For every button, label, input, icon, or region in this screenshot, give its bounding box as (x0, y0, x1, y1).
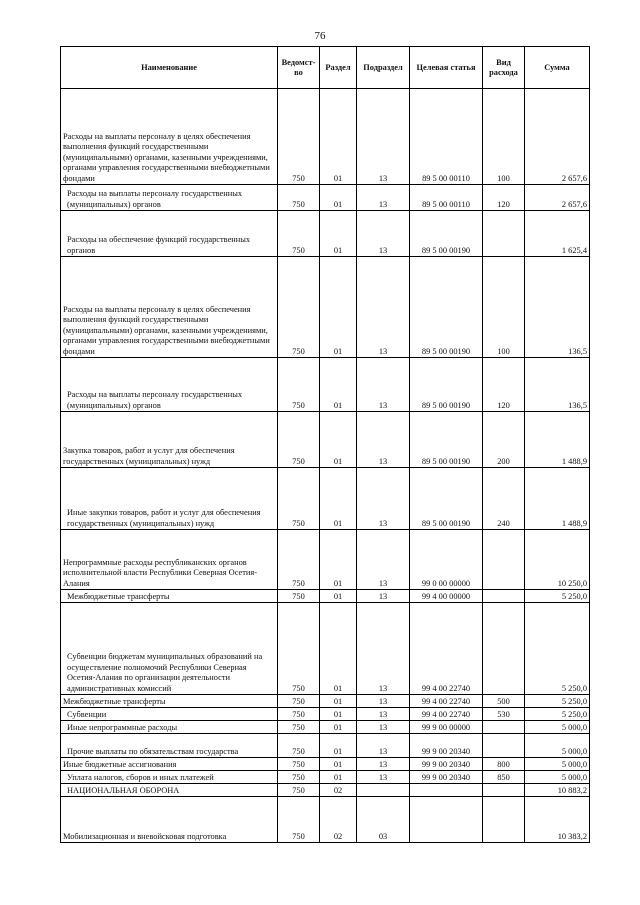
cell-section: 01 (320, 708, 357, 721)
column-header-section: Раздел (320, 47, 357, 89)
cell-section: 01 (320, 468, 357, 530)
cell-dept: 750 (278, 468, 320, 530)
cell-target: 89 5 00 00190 (410, 358, 483, 412)
cell-subsection: 13 (357, 708, 410, 721)
cell-exptype (483, 784, 525, 797)
cell-dept: 750 (278, 530, 320, 590)
cell-subsection: 13 (357, 590, 410, 603)
cell-subsection: 13 (357, 468, 410, 530)
cell-name: НАЦИОНАЛЬНАЯ ОБОРОНА (61, 784, 278, 797)
table-row (61, 603, 590, 695)
cell-sum: 2 657,6 (525, 89, 590, 185)
table-row (61, 257, 590, 358)
cell-section: 01 (320, 603, 357, 695)
budget-table (60, 46, 590, 843)
cell-name: Закупка товаров, работ и услуг для обеспечения государственных (муниципальных) нужд (61, 412, 278, 468)
table-row (61, 530, 590, 590)
cell-dept: 750 (278, 257, 320, 358)
cell-dept: 750 (278, 771, 320, 784)
cell-dept: 750 (278, 590, 320, 603)
cell-dept: 750 (278, 758, 320, 771)
column-header-name: Наименование (61, 47, 278, 89)
cell-target: 89 5 00 00190 (410, 211, 483, 257)
cell-sum: 5 000,0 (525, 734, 590, 758)
cell-subsection: 13 (357, 89, 410, 185)
cell-subsection: 13 (357, 603, 410, 695)
cell-dept: 750 (278, 797, 320, 843)
cell-sum: 10 250,0 (525, 530, 590, 590)
cell-subsection: 13 (357, 257, 410, 358)
cell-sum: 2 657,6 (525, 185, 590, 211)
cell-target: 89 5 00 00190 (410, 468, 483, 530)
cell-subsection: 13 (357, 211, 410, 257)
table-row (61, 771, 590, 784)
cell-name: Непрограммные расходы республиканских органов исполнительной власти Республики Северная Осетия-Алания (61, 530, 278, 590)
cell-exptype (483, 211, 525, 257)
table-row (61, 89, 590, 185)
cell-name: Межбюджетные трансферты (61, 590, 278, 603)
cell-sum: 136,5 (525, 257, 590, 358)
cell-subsection: 13 (357, 530, 410, 590)
cell-exptype: 120 (483, 185, 525, 211)
cell-exptype: 120 (483, 358, 525, 412)
cell-dept: 750 (278, 603, 320, 695)
cell-target: 99 4 00 22740 (410, 603, 483, 695)
cell-dept: 750 (278, 708, 320, 721)
cell-subsection: 13 (357, 734, 410, 758)
cell-target: 99 4 00 00000 (410, 590, 483, 603)
cell-target: 99 0 00 00000 (410, 530, 483, 590)
cell-name: Мобилизационная и вневойсковая подготовка (61, 797, 278, 843)
cell-sum: 5 250,0 (525, 695, 590, 708)
cell-sum: 1 488,9 (525, 468, 590, 530)
table-row (61, 695, 590, 708)
cell-section: 01 (320, 758, 357, 771)
cell-sum: 5 250,0 (525, 590, 590, 603)
cell-section: 01 (320, 89, 357, 185)
cell-name: Иные закупки товаров, работ и услуг для обеспечения государственных (муниципальных) нужд (61, 468, 278, 530)
cell-exptype (483, 530, 525, 590)
table-row (61, 784, 590, 797)
cell-sum: 5 250,0 (525, 603, 590, 695)
cell-exptype: 200 (483, 412, 525, 468)
cell-subsection: 13 (357, 412, 410, 468)
cell-target: 99 4 00 22740 (410, 708, 483, 721)
cell-section: 02 (320, 797, 357, 843)
cell-target: 99 9 00 00000 (410, 721, 483, 734)
cell-section: 01 (320, 211, 357, 257)
cell-name: Расходы на выплаты персоналу в целях обеспечения выполнения функций государственными (муниципальными) органами, казенными учреждениями, органами управления государственными внебюджетными фондами (61, 257, 278, 358)
table-row (61, 708, 590, 721)
cell-sum: 5 250,0 (525, 708, 590, 721)
column-header-dept: Ведомст-во (278, 47, 320, 89)
cell-section: 01 (320, 734, 357, 758)
cell-section: 01 (320, 530, 357, 590)
cell-section: 01 (320, 590, 357, 603)
cell-sum: 10 383,2 (525, 797, 590, 843)
table-row (61, 185, 590, 211)
cell-dept: 750 (278, 211, 320, 257)
cell-dept: 750 (278, 721, 320, 734)
cell-name: Субвенции (61, 708, 278, 721)
cell-subsection: 03 (357, 797, 410, 843)
cell-target: 99 9 00 20340 (410, 771, 483, 784)
cell-dept: 750 (278, 185, 320, 211)
table-row (61, 468, 590, 530)
cell-exptype: 100 (483, 257, 525, 358)
cell-exptype (483, 734, 525, 758)
column-header-exptype: Вид расхода (483, 47, 525, 89)
cell-section: 01 (320, 721, 357, 734)
cell-section: 01 (320, 257, 357, 358)
cell-sum: 1 488,9 (525, 412, 590, 468)
cell-subsection: 13 (357, 758, 410, 771)
cell-subsection: 13 (357, 358, 410, 412)
cell-dept: 750 (278, 89, 320, 185)
cell-exptype: 240 (483, 468, 525, 530)
cell-name: Иные непрограммные расходы (61, 721, 278, 734)
cell-exptype (483, 590, 525, 603)
cell-sum: 5 000,0 (525, 771, 590, 784)
cell-subsection: 13 (357, 771, 410, 784)
cell-name: Межбюджетные трансферты (61, 695, 278, 708)
cell-subsection: 13 (357, 185, 410, 211)
table-row (61, 412, 590, 468)
cell-sum: 5 000,0 (525, 721, 590, 734)
cell-sum: 10 883,2 (525, 784, 590, 797)
table-row (61, 211, 590, 257)
cell-section: 01 (320, 412, 357, 468)
cell-section: 01 (320, 185, 357, 211)
cell-sum: 136,5 (525, 358, 590, 412)
table-row (61, 758, 590, 771)
cell-name: Расходы на выплаты персоналу в целях обеспечения выполнения функций государственными (муниципальными) органами, казенными учреждениями, органами управления государственными внебюджетными фондами (61, 89, 278, 185)
cell-exptype: 500 (483, 695, 525, 708)
cell-name: Расходы на выплаты персоналу государственных (муниципальных) органов (61, 358, 278, 412)
cell-section: 01 (320, 771, 357, 784)
cell-dept: 750 (278, 695, 320, 708)
table-row (61, 797, 590, 843)
cell-name: Прочие выплаты по обязательствам государства (61, 734, 278, 758)
column-header-target: Целевая статья (410, 47, 483, 89)
cell-sum: 1 625,4 (525, 211, 590, 257)
cell-exptype (483, 721, 525, 734)
cell-name: Иные бюджетные ассигнования (61, 758, 278, 771)
table-row (61, 358, 590, 412)
cell-target: 89 5 00 00110 (410, 185, 483, 211)
cell-name: Расходы на выплаты персоналу государственных (муниципальных) органов (61, 185, 278, 211)
cell-exptype: 800 (483, 758, 525, 771)
cell-exptype (483, 797, 525, 843)
cell-exptype (483, 603, 525, 695)
cell-section: 02 (320, 784, 357, 797)
cell-target: 89 5 00 00110 (410, 89, 483, 185)
cell-name: Уплата налогов, сборов и иных платежей (61, 771, 278, 784)
cell-target: 99 9 00 20340 (410, 734, 483, 758)
table-row (61, 721, 590, 734)
page-number: 76 (314, 30, 326, 42)
cell-exptype: 100 (483, 89, 525, 185)
cell-section: 01 (320, 695, 357, 708)
cell-exptype: 530 (483, 708, 525, 721)
cell-name: Расходы на обеспечение функций государственных органов (61, 211, 278, 257)
cell-target: 99 9 00 20340 (410, 758, 483, 771)
cell-subsection: 13 (357, 695, 410, 708)
column-header-sum: Сумма (525, 47, 590, 89)
cell-name: Субвенции бюджетам муниципальных образований на осуществление полномочий Республики Северная Осетия-Алания по организации деятельности административных комиссий (61, 603, 278, 695)
cell-subsection: 13 (357, 721, 410, 734)
cell-dept: 750 (278, 412, 320, 468)
cell-subsection (357, 784, 410, 797)
cell-dept: 750 (278, 734, 320, 758)
cell-target (410, 797, 483, 843)
cell-dept: 750 (278, 784, 320, 797)
column-header-subsection: Подраздел (357, 47, 410, 89)
cell-exptype: 850 (483, 771, 525, 784)
table-row (61, 590, 590, 603)
cell-target: 89 5 00 00190 (410, 412, 483, 468)
cell-target: 99 4 00 22740 (410, 695, 483, 708)
cell-dept: 750 (278, 358, 320, 412)
table-row (61, 734, 590, 758)
cell-target (410, 784, 483, 797)
table-header-row (61, 47, 590, 89)
cell-target: 89 5 00 00190 (410, 257, 483, 358)
cell-sum: 5 000,0 (525, 758, 590, 771)
cell-section: 01 (320, 358, 357, 412)
